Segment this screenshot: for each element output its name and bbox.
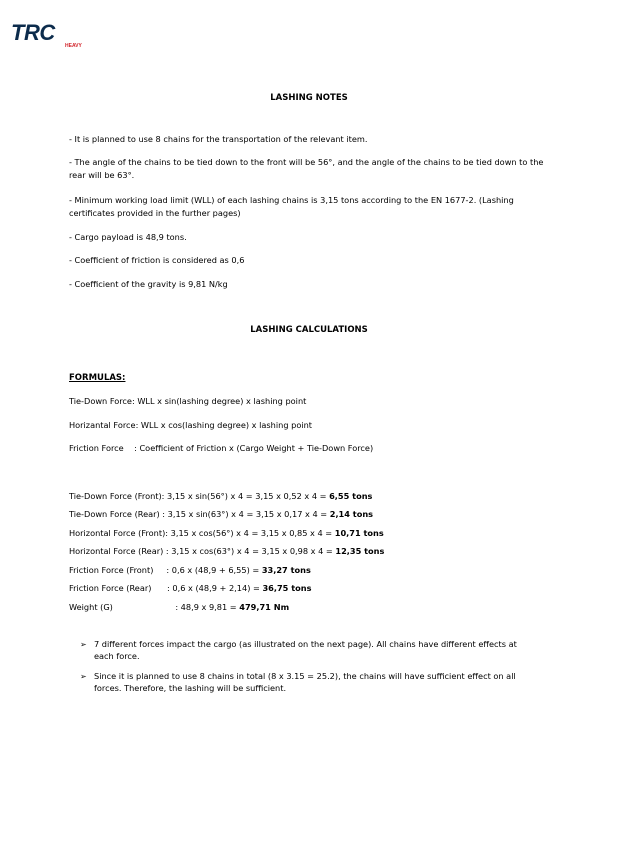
calc-label: Tie-Down Force (Front) bbox=[69, 491, 162, 501]
formulas-label: FORMULAS: bbox=[69, 373, 126, 383]
calc-line bbox=[69, 491, 372, 501]
calc-label: Weight (G) bbox=[69, 602, 113, 612]
calc-line bbox=[69, 528, 384, 538]
note-item: - The angle of the chains to be tied down to the front will be 56°, and the angle of the chains to be tied down to the rear will be 63°. bbox=[69, 157, 544, 180]
calc-result: 479,71 Nm bbox=[239, 602, 290, 612]
calc-line bbox=[69, 565, 311, 575]
note-item: - Minimum working load limit (WLL) of each lashing chains is 3,15 tons according to the EN 1677-2. (Lashing certificates provided in the further pages) bbox=[69, 195, 514, 218]
calc-result: 10,71 tons bbox=[334, 528, 384, 538]
calc-expression: : 48,9 x 9,81 = bbox=[112, 602, 240, 612]
calc-expression: : 3,15 x cos(56°) x 4 = 3,15 x 0,85 x 4 = bbox=[165, 528, 335, 538]
calc-label: Horizontal Force (Front) bbox=[69, 528, 166, 538]
calc-result: 12,35 tons bbox=[335, 546, 385, 556]
formula-line: Friction Force : Coefficient of Friction x (Cargo Weight + Tie-Down Force) bbox=[69, 443, 374, 453]
arrow-bullet-icon: ➢ bbox=[80, 640, 87, 649]
calc-line bbox=[69, 546, 384, 556]
calc-line bbox=[69, 509, 373, 519]
note-item: - Coefficient of friction is considered as 0,6 bbox=[69, 255, 245, 265]
note-item: - It is planned to use 8 chains for the transportation of the relevant item. bbox=[69, 134, 368, 144]
calc-line bbox=[69, 602, 289, 612]
calc-label: Horizontal Force (Rear) bbox=[69, 546, 164, 556]
calc-result: 6,55 tons bbox=[329, 491, 373, 501]
arrow-bullet-icon: ➢ bbox=[80, 672, 87, 681]
conclusion-text: Since it is planned to use 8 chains in total (8 x 3.15 = 25.2), the chains will have sufficient effect on all forces. Therefore, the lashing will be sufficient. bbox=[94, 671, 516, 693]
calc-expression: : 0,6 x (48,9 + 6,55) = bbox=[153, 565, 262, 575]
calc-expression: : 3,15 x cos(63°) x 4 = 3,15 x 0,98 x 4 = bbox=[163, 546, 336, 556]
calc-label: Friction Force (Front) bbox=[69, 565, 154, 575]
lashing-calculations-title: LASHING CALCULATIONS bbox=[250, 325, 368, 335]
trc-heavy-logo bbox=[11, 20, 91, 50]
note-item: - Coefficient of the gravity is 9,81 N/kg bbox=[69, 279, 228, 289]
calc-result: 33,27 tons bbox=[261, 565, 311, 575]
calc-expression: : 0,6 x (48,9 + 2,14) = bbox=[151, 583, 263, 593]
note-item: - Cargo payload is 48,9 tons. bbox=[69, 232, 187, 242]
logo-graphic bbox=[11, 20, 91, 50]
conclusion-text: 7 different forces impact the cargo (as illustrated on the next page). All chains have different effects at each force. bbox=[94, 639, 517, 661]
lashing-notes-title: LASHING NOTES bbox=[270, 93, 348, 103]
calc-expression: : 3,15 x sin(56°) x 4 = 3,15 x 0,52 x 4 = bbox=[161, 491, 330, 501]
calc-result: 36,75 tons bbox=[262, 583, 312, 593]
calc-label: Tie-Down Force (Rear) bbox=[69, 509, 160, 519]
svg-text:TRC: TRC bbox=[11, 20, 55, 45]
calc-expression: : 3,15 x sin(63°) x 4 = 3,15 x 0,17 x 4 = bbox=[159, 509, 330, 519]
svg-text:HEAVY: HEAVY bbox=[65, 43, 82, 49]
formula-line: Horizantal Force: WLL x cos(lashing degree) x lashing point bbox=[69, 420, 313, 430]
calc-result: 2,14 tons bbox=[329, 509, 374, 519]
calc-label: Friction Force (Rear) bbox=[69, 583, 152, 593]
calc-line bbox=[69, 583, 311, 593]
formula-line: Tie-Down Force: WLL x sin(lashing degree) x lashing point bbox=[69, 396, 307, 406]
